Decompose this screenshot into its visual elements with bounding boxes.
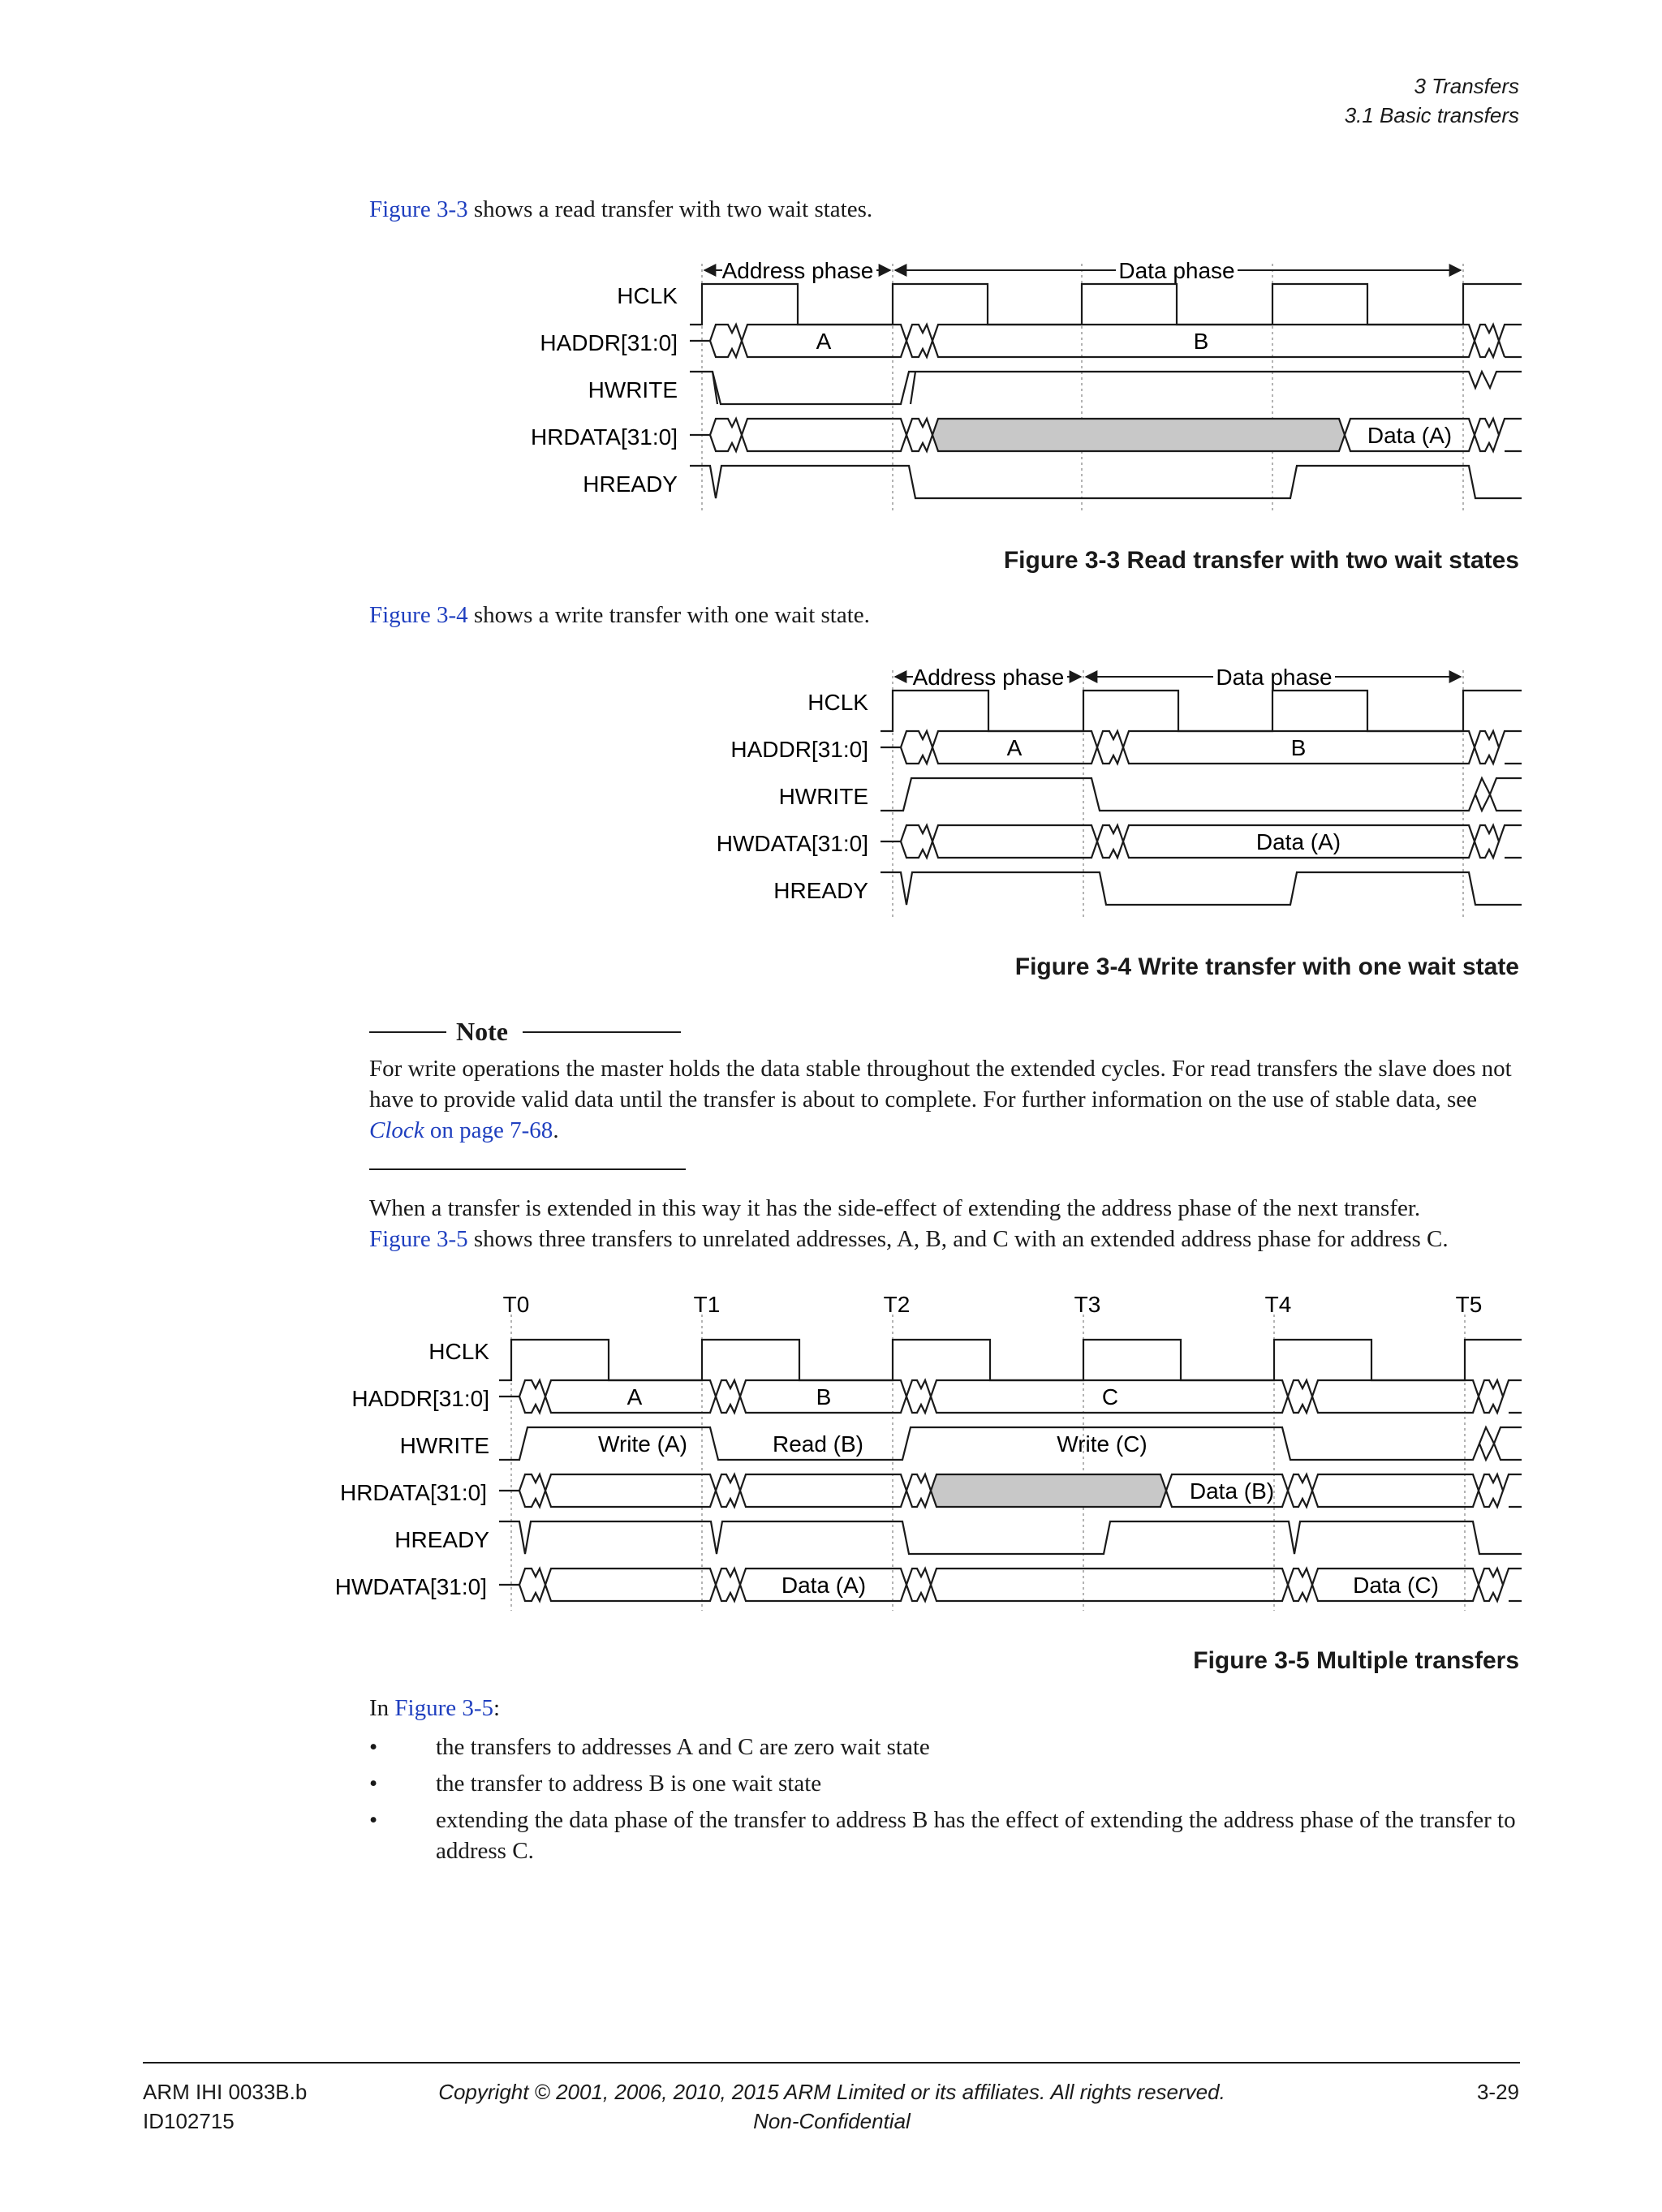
haddr-transition	[1475, 325, 1499, 357]
haddr-transition	[1097, 731, 1123, 764]
in-figure-3-5-suffix: :	[493, 1695, 501, 1721]
hwdata-label-data-c: Data (C)	[1353, 1573, 1439, 1598]
signal-hrdata: HRDATA[31:0]	[339, 1480, 487, 1505]
hwdata-label-data-a: Data (A)	[1255, 829, 1341, 854]
signal-hclk: HCLK	[807, 690, 868, 715]
hwrite-label-read-b: Read (B)	[772, 1431, 864, 1457]
figure-3-3-caption: Figure 3-3 Read transfer with two wait states	[1003, 547, 1519, 574]
haddr-label-a: A	[816, 329, 832, 354]
note-title-text: Note	[456, 1017, 508, 1046]
hclk-waveform	[881, 691, 1522, 731]
hwdata-transition	[881, 825, 932, 858]
hclk-waveform	[690, 284, 1522, 325]
haddr-tail	[1499, 731, 1522, 764]
time-t0: T0	[502, 1292, 530, 1317]
hwdata-tail	[1499, 825, 1522, 858]
hrdata-label-data-a: Data (A)	[1367, 423, 1453, 448]
footer-rule	[143, 2062, 1520, 2064]
haddr-waveform	[499, 1380, 1522, 1413]
footer-copyright-block	[373, 2077, 1290, 2136]
list-item: • the transfers to addresses A and C are zero wait state	[369, 1734, 930, 1760]
signal-hwrite: HWRITE	[588, 377, 678, 402]
note-rule	[523, 1031, 681, 1033]
hwrite-label-write-a: Write (A)	[598, 1431, 687, 1457]
hwrite-waveform	[881, 778, 1522, 811]
haddr-label-b: B	[1290, 735, 1307, 760]
note-title	[369, 1017, 686, 1047]
header-section: 3.1 Basic transfers	[1344, 103, 1519, 127]
haddr-label-c: C	[1101, 1384, 1119, 1409]
extended-phase-text: When a transfer is extended in this way it has the side-effect of extending the address phase of the next transfer.	[369, 1195, 1421, 1221]
header-chapter: 3 Transfers	[1414, 74, 1519, 98]
list-item-text: the transfer to address B is one wait state	[436, 1771, 822, 1797]
hwdata-transition	[1475, 825, 1499, 858]
haddr-label-a: A	[626, 1384, 643, 1409]
haddr-transition	[906, 325, 932, 357]
signal-haddr: HADDR[31:0]	[540, 330, 678, 355]
note-text-end: .	[553, 1117, 559, 1143]
figure-3-4-timing-diagram	[678, 654, 1522, 922]
signal-hclk: HCLK	[428, 1339, 489, 1364]
footer-confidentiality: Non-Confidential	[753, 2109, 911, 2133]
footer-page-number: 3-29	[1476, 2080, 1519, 2104]
figure-3-5-link-2[interactable]: Figure 3-5	[394, 1695, 494, 1721]
hrdata-transition	[690, 419, 742, 451]
hclk-waveform	[499, 1340, 1522, 1380]
intro-figure-3-3-text: shows a read transfer with two wait states.	[467, 196, 873, 222]
footer-doc-rev: ID102715	[143, 2109, 235, 2133]
address-phase-label: Address phase	[721, 258, 874, 283]
figure-3-3-timing-diagram	[487, 247, 1522, 515]
footer-copyright: Copyright © 2001, 2006, 2010, 2015 ARM Limited or its affiliates. All rights reserved.	[438, 2080, 1225, 2104]
running-header	[1345, 71, 1519, 130]
time-t4: T4	[1264, 1292, 1292, 1317]
intro-figure-3-4-text: shows a write transfer with one wait state.	[467, 602, 870, 628]
footer-doc-info	[143, 2077, 307, 2136]
haddr-transition	[881, 731, 932, 764]
signal-hready: HREADY	[583, 471, 678, 497]
figure-3-5-caption: Figure 3-5 Multiple transfers	[1193, 1647, 1519, 1674]
hwrite-edge	[713, 372, 915, 404]
haddr-transition	[1475, 731, 1499, 764]
figure-3-3-link[interactable]: Figure 3-3	[369, 196, 468, 222]
hwdata-label-data-a: Data (A)	[781, 1573, 867, 1598]
signal-haddr: HADDR[31:0]	[351, 1386, 489, 1411]
time-t1: T1	[693, 1292, 721, 1317]
hready-waveform	[690, 466, 1522, 498]
extended-phase-text-2: shows three transfers to unrelated addresses, A, B, and C with an extended address phase for address C.	[467, 1226, 1449, 1252]
haddr-transition	[690, 325, 742, 357]
note-body	[369, 1053, 1522, 1146]
in-figure-3-5	[369, 1693, 1522, 1724]
signal-hready: HREADY	[773, 878, 868, 903]
list-item: • extending the data phase of the transfer to address B has the effect of extending the address phase of the transfer to address C.	[369, 1807, 1516, 1864]
hready-waveform	[499, 1521, 1522, 1554]
signal-haddr: HADDR[31:0]	[730, 737, 868, 762]
signal-hrdata: HRDATA[31:0]	[530, 424, 678, 450]
data-phase-label: Data phase	[1118, 258, 1235, 283]
hrdata-label-data-b: Data (B)	[1189, 1478, 1275, 1504]
hready-waveform	[881, 872, 1522, 905]
figure-3-4-link[interactable]: Figure 3-4	[369, 602, 468, 628]
intro-figure-3-3	[369, 194, 1522, 225]
time-t5: T5	[1455, 1292, 1483, 1317]
signal-hready: HREADY	[394, 1527, 489, 1552]
hrdata-tail	[1499, 419, 1522, 451]
note-end-rule	[369, 1168, 686, 1170]
clock-link[interactable]: Clock	[369, 1117, 424, 1143]
time-t2: T2	[883, 1292, 911, 1317]
signal-hwdata: HWDATA[31:0]	[334, 1574, 487, 1599]
signal-hwdata: HWDATA[31:0]	[716, 831, 868, 856]
haddr-tail	[1499, 325, 1522, 357]
hrdata-waveform	[499, 1474, 1522, 1507]
figure-3-5-link[interactable]: Figure 3-5	[369, 1226, 468, 1252]
in-figure-3-5-prefix: In	[369, 1695, 395, 1721]
hwrite-label-write-c: Write (C)	[1057, 1431, 1147, 1457]
intro-figure-3-4	[369, 600, 1522, 630]
hrdata-bus-pending	[932, 419, 1345, 451]
haddr-label-a: A	[1006, 735, 1023, 760]
haddr-label-b: B	[816, 1384, 832, 1409]
note-text: For write operations the master holds the data stable throughout the extended cycles. For read transfers the slave does not have to provide valid data until the transfer is about to complete. For further information on the use of stable data, see	[369, 1056, 1512, 1112]
page-7-68-link[interactable]: on page 7-68	[424, 1117, 553, 1143]
signal-hwrite: HWRITE	[399, 1433, 489, 1458]
list-item-text: the transfers to addresses A and C are zero wait state	[436, 1734, 930, 1760]
hrdata-transition	[906, 419, 932, 451]
hrdata-transition	[1475, 419, 1499, 451]
note-rule	[369, 1031, 446, 1033]
footer-doc-id: ARM IHI 0033B.b	[143, 2080, 308, 2104]
signal-hclk: HCLK	[617, 283, 678, 308]
haddr-label-b: B	[1193, 329, 1209, 354]
data-phase-label: Data phase	[1216, 665, 1333, 690]
hwdata-bus-invalid	[932, 825, 1097, 858]
hwdata-transition	[1097, 825, 1123, 858]
hwrite-waveform	[690, 372, 1522, 404]
figure-3-4-caption: Figure 3-4 Write transfer with one wait state	[1014, 953, 1519, 980]
bullet-list	[369, 1732, 1522, 1872]
figure-3-5-timing-diagram	[325, 1282, 1522, 1639]
hrdata-bus-invalid	[742, 419, 906, 451]
address-phase-label: Address phase	[912, 665, 1065, 690]
list-item-text: extending the data phase of the transfer to address B has the effect of extending the address phase of the transfer to address C.	[436, 1807, 1516, 1864]
signal-hwrite: HWRITE	[778, 784, 868, 809]
list-item: • the transfer to address B is one wait state	[369, 1771, 822, 1797]
extended-phase-paragraph	[369, 1193, 1522, 1254]
time-t3: T3	[1074, 1292, 1101, 1317]
